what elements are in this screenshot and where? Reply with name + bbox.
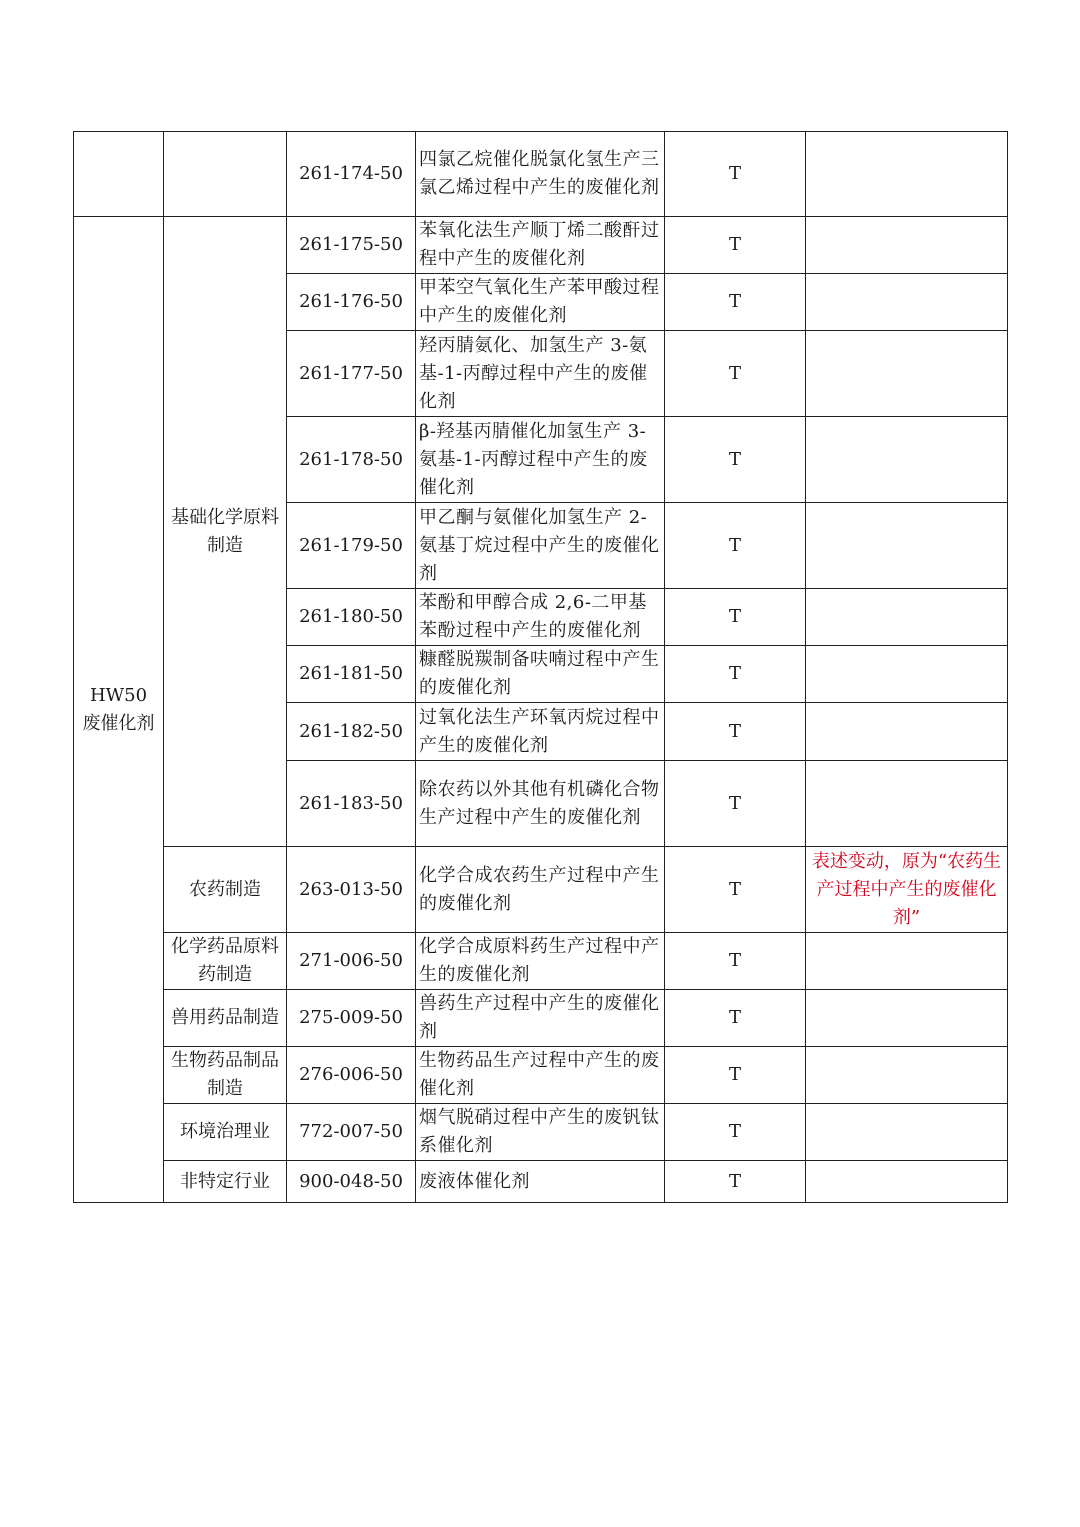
waste-code: 261-175-50 [287,217,416,274]
hazard-characteristic: T [665,933,806,990]
waste-code: 261-176-50 [287,274,416,331]
waste-description: 甲苯空气氧化生产苯甲酸过程中产生的废催化剂 [416,274,665,331]
remark [806,589,1008,646]
remark [806,217,1008,274]
waste-description: 兽药生产过程中产生的废催化剂 [416,990,665,1047]
table-row [74,1047,1008,1104]
waste-description: 废液体催化剂 [416,1161,665,1203]
waste-code: 261-183-50 [287,761,416,847]
industry-chemical-pharma [164,933,287,990]
waste-code: 261-179-50 [287,503,416,589]
industry-basic-chemical [164,217,287,847]
waste-description: 化学合成原料药生产过程中产生的废催化剂 [416,933,665,990]
waste-description: β-羟基丙腈催化加氢生产 3-氨基-1-丙醇过程中产生的废催化剂 [416,417,665,503]
hazard-characteristic: T [665,703,806,761]
category-name: 废催化剂 [82,712,155,734]
category-cell-empty [74,132,164,217]
industry-bio-pharma [164,1047,287,1104]
remark: 表述变动，原为“农药生产过程中产生的废催化剂” [806,847,1008,933]
remark [806,1047,1008,1104]
remark [806,132,1008,217]
table-row [74,1104,1008,1161]
hazard-characteristic: T [665,217,806,274]
waste-code: 261-178-50 [287,417,416,503]
remark [806,646,1008,703]
remark [806,703,1008,761]
hazard-characteristic: T [665,503,806,589]
waste-description: 过氧化法生产环氧丙烷过程中产生的废催化剂 [416,703,665,761]
remark [806,990,1008,1047]
waste-description: 苯氧化法生产顺丁烯二酸酐过程中产生的废催化剂 [416,217,665,274]
hazard-characteristic: T [665,1104,806,1161]
hazard-characteristic: T [665,646,806,703]
waste-description: 羟丙腈氨化、加氢生产 3-氨基-1-丙醇过程中产生的废催化剂 [416,331,665,417]
remark [806,274,1008,331]
category-cell [74,217,164,1203]
table-row [74,933,1008,990]
waste-catalog-table [73,131,1008,1203]
remark [806,933,1008,990]
waste-code: 263-013-50 [287,847,416,933]
industry-env-treatment: 环境治理业 [164,1104,287,1161]
remark [806,331,1008,417]
waste-description: 四氯乙烷催化脱氯化氢生产三氯乙烯过程中产生的废催化剂 [416,132,665,217]
waste-code: 261-174-50 [287,132,416,217]
waste-description: 生物药品生产过程中产生的废催化剂 [416,1047,665,1104]
waste-code: 261-181-50 [287,646,416,703]
remark [806,503,1008,589]
industry-cell-empty [164,132,287,217]
waste-description: 化学合成农药生产过程中产生的废催化剂 [416,847,665,933]
remark [806,761,1008,847]
hazard-characteristic: T [665,761,806,847]
industry-pesticide: 农药制造 [164,847,287,933]
remark [806,417,1008,503]
hazard-characteristic: T [665,589,806,646]
hazard-characteristic: T [665,331,806,417]
industry-non-specific: 非特定行业 [164,1161,287,1203]
hazard-characteristic: T [665,847,806,933]
remark [806,1161,1008,1203]
waste-description: 烟气脱硝过程中产生的废钒钛系催化剂 [416,1104,665,1161]
waste-code: 261-182-50 [287,703,416,761]
waste-description: 除农药以外其他有机磷化合物生产过程中产生的废催化剂 [416,761,665,847]
waste-code: 261-180-50 [287,589,416,646]
table-row [74,217,1008,274]
table-row [74,1161,1008,1203]
industry-name: 化学药品原料 药制造 [171,936,279,985]
industry-name: 基础化学原料 制造 [171,506,279,556]
waste-description: 糠醛脱羰制备呋喃过程中产生的废催化剂 [416,646,665,703]
table-row [74,132,1008,217]
hazard-characteristic: T [665,274,806,331]
hazard-characteristic: T [665,417,806,503]
remark [806,1104,1008,1161]
waste-code: 772-007-50 [287,1104,416,1161]
waste-description: 甲乙酮与氨催化加氢生产 2-氨基丁烷过程中产生的废催化剂 [416,503,665,589]
hazard-characteristic: T [665,1161,806,1203]
waste-code: 271-006-50 [287,933,416,990]
waste-description: 苯酚和甲醇合成 2,6-二甲基苯酚过程中产生的废催化剂 [416,589,665,646]
category-code: HW50 [89,684,148,706]
table-row [74,990,1008,1047]
industry-name: 生物药品制品 制造 [171,1050,279,1099]
waste-code: 261-177-50 [287,331,416,417]
waste-code: 276-006-50 [287,1047,416,1104]
industry-veterinary: 兽用药品制造 [164,990,287,1047]
hazard-characteristic: T [665,1047,806,1104]
waste-code: 275-009-50 [287,990,416,1047]
hazard-characteristic: T [665,132,806,217]
table-row [74,847,1008,933]
hazard-characteristic: T [665,990,806,1047]
waste-code: 900-048-50 [287,1161,416,1203]
